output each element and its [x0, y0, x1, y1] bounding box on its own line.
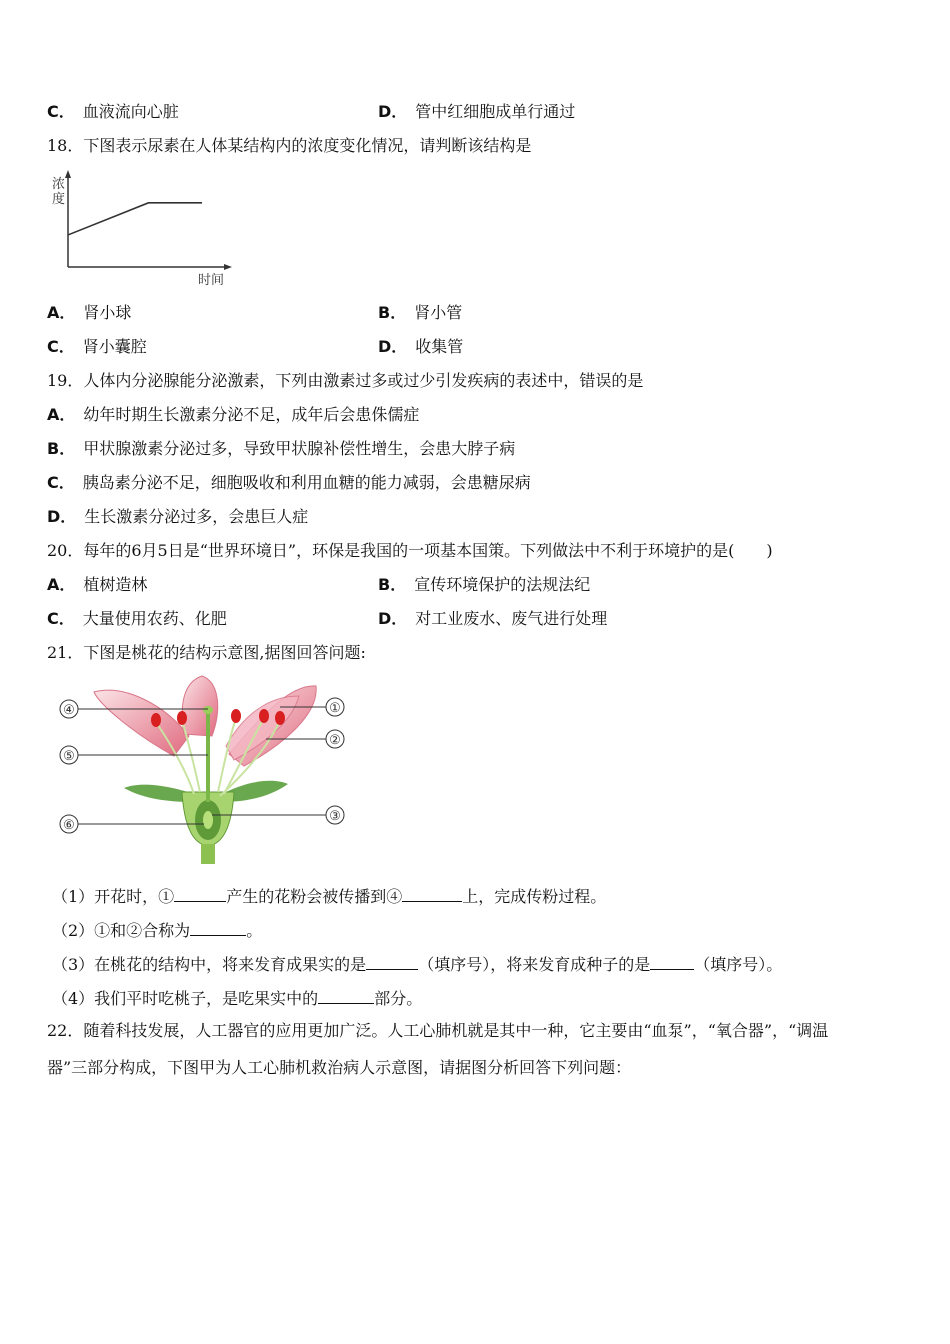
petal-back: [182, 676, 218, 736]
petal-left: [94, 690, 189, 756]
answer-blank[interactable]: [190, 919, 246, 936]
anther-4: [259, 709, 269, 723]
q18-option-c: C． 肾小囊腔: [47, 337, 147, 356]
answer-blank[interactable]: [366, 953, 418, 970]
q19-stem: 19．人体内分泌腺能分泌激素，下列由激素过多或过少引发疾病的表述中，错误的是: [47, 371, 644, 390]
q20-option-c: C． 大量使用农药、化肥: [47, 609, 227, 628]
chart-ylabel-2: 度: [52, 192, 66, 207]
answer-blank[interactable]: [318, 987, 374, 1004]
anther-2: [177, 711, 187, 725]
anther-1: [151, 713, 161, 727]
q18-urea-chart: [44, 166, 244, 290]
q21-sub4: （4）我们平时吃桃子，是吃果实中的 部分。: [52, 989, 423, 1008]
q17-option-d: D． 管中红细胞成单行通过: [378, 102, 576, 121]
q21-sub3: （3）在桃花的结构中，将来发育成果实的是 （填序号），将来发育成种子的是 （填序号）。: [52, 955, 783, 974]
callout-3: ③: [329, 809, 341, 824]
callout-5: ⑤: [63, 749, 75, 764]
q20-option-d: D． 对工业废水、废气进行处理: [378, 609, 608, 628]
q19-option-d: D． 生长激素分泌过多，会患巨人症: [47, 507, 309, 526]
q17-option-c: C． 血液流向心脏: [47, 102, 179, 121]
q21-sub2: （2）①和②合称为 。: [52, 921, 263, 940]
anther-3: [231, 709, 241, 723]
chart-x-arrow: [224, 264, 232, 270]
q18-stem: 18．下图表示尿素在人体某结构内的浓度变化情况，请判断该结构是: [47, 136, 532, 155]
callout-1: ①: [329, 701, 341, 716]
q19-option-a: A． 幼年时期生长激素分泌不足，成年后会患侏儒症: [47, 405, 420, 424]
q20-option-a: A． 植树造林: [47, 575, 148, 594]
q19-option-b: B． 甲状腺激素分泌过多，导致甲状腺补偿性增生，会患大脖子病: [47, 439, 516, 458]
urea-line: [68, 203, 202, 235]
stigma: [203, 706, 213, 714]
chart-xlabel: 时间: [198, 273, 225, 288]
ovule: [203, 811, 213, 829]
chart-ylabel-1: 浓: [52, 177, 66, 192]
callout-6: ⑥: [63, 818, 75, 833]
answer-blank[interactable]: [174, 885, 226, 902]
q19-option-c: C． 胰岛素分泌不足，细胞吸收和利用血糖的能力减弱，会患糖尿病: [47, 473, 531, 492]
q21-sub1: （1）开花时，① 产生的花粉会被传播到④ 上，完成传粉过程。: [52, 887, 607, 906]
anther-5: [275, 711, 285, 725]
answer-blank[interactable]: [650, 953, 694, 970]
callout-4: ④: [63, 703, 75, 718]
q20-option-b: B． 宣传环境保护的法规法纪: [378, 575, 591, 594]
answer-blank[interactable]: [402, 885, 462, 902]
callout-2: ②: [329, 733, 341, 748]
q20-stem: 20．每年的6月5日是“世界环境日”，环保是我国的一项基本国策。下列做法中不利于环境护的是( ): [47, 541, 773, 560]
chart-y-arrow: [65, 170, 71, 178]
peach-flower-diagram: [54, 674, 354, 866]
q18-option-d: D． 收集管: [378, 337, 464, 356]
q21-stem: 21．下图是桃花的结构示意图,据图回答问题:: [47, 643, 366, 662]
q18-option-a: A． 肾小球: [47, 303, 132, 322]
q18-option-b: B． 肾小管: [378, 303, 463, 322]
q22-line1: 22．随着科技发展，人工器官的应用更加广泛。人工心肺机就是其中一种，它主要由“血泵”，“氧合器”，“调温: [47, 1021, 829, 1040]
q22-line2: 器”三部分构成，下图甲为人工心肺机救治病人示意图，请据图分析回答下列问题：: [47, 1058, 632, 1077]
flower-stem: [201, 844, 215, 864]
